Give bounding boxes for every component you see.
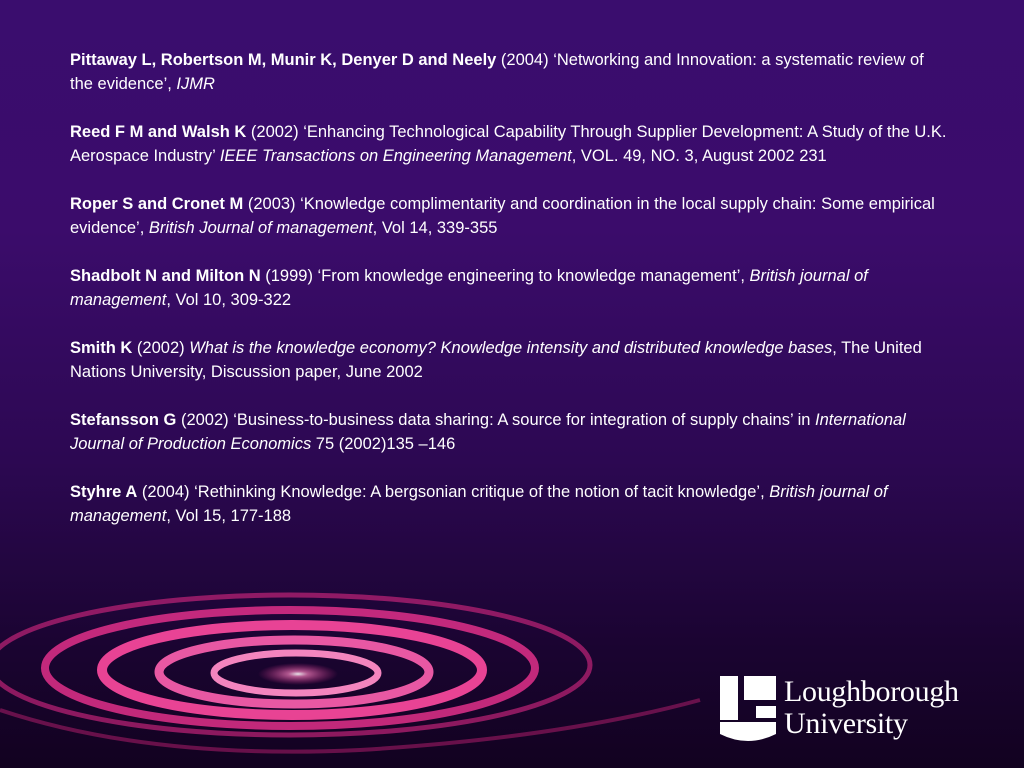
- reference-volume: , The United Nations University, Discussion paper, June 2002: [70, 339, 922, 381]
- reference-authors: Shadbolt N and Milton N: [70, 267, 261, 285]
- reference-item: [70, 192, 950, 240]
- reference-journal: IEEE Transactions on Engineering Management: [219, 147, 572, 165]
- reference-authors: Reed F M and Walsh K: [70, 123, 247, 141]
- reference-authors: Smith K: [70, 339, 133, 357]
- reference-volume: 75 (2002)135 –146: [311, 435, 456, 453]
- reference-volume: , Vol 10, 309-322: [166, 291, 292, 309]
- reference-volume: , VOL. 49, NO. 3, August 2002 231: [571, 147, 827, 165]
- reference-item: [70, 264, 950, 312]
- reference-details: (2002) ‘Enhancing Technological Capability Through Supplier Development: A Study of the U.K. Aerospace Industry’: [70, 123, 947, 165]
- reference-details: (2002) ‘Business-to-business data sharing: A source for integration of supply chains’ in: [176, 411, 816, 429]
- reference-authors: Pittaway L, Robertson M, Munir K, Denyer D and Neely: [70, 51, 497, 69]
- reference-journal: British Journal of management: [148, 219, 373, 237]
- reference-authors: Roper S and Cronet M: [70, 195, 244, 213]
- reference-details: (2004) ‘Rethinking Knowledge: A bergsonian critique of the notion of tacit knowledge’,: [137, 483, 770, 501]
- reference-list: [70, 48, 950, 552]
- reference-item: [70, 336, 950, 384]
- logo-line-1: Loughborough: [784, 675, 959, 708]
- reference-authors: Styhre A: [70, 483, 138, 501]
- reference-details: (2003) ‘Knowledge complimentarity and coordination in the local supply chain: Some empirical evidence’,: [70, 195, 935, 237]
- university-crest-icon: [720, 676, 776, 742]
- reference-item: [70, 480, 950, 528]
- logo-line-2: University: [784, 707, 908, 740]
- reference-item: [70, 120, 950, 168]
- reference-journal: International Journal of Production Economics: [70, 411, 906, 453]
- reference-details: (2004) ‘Networking and Innovation: a systematic review of the evidence’,: [70, 51, 924, 93]
- reference-authors: Stefansson G: [70, 411, 177, 429]
- reference-journal: IJMR: [176, 75, 215, 93]
- swirl-graphic: [0, 560, 720, 768]
- reference-item: [70, 408, 950, 456]
- reference-journal: British journal of management: [70, 267, 868, 309]
- reference-item: [70, 48, 950, 96]
- reference-journal: What is the knowledge economy? Knowledge intensity and distributed knowledge bases: [189, 339, 833, 357]
- university-logo: [720, 676, 1010, 746]
- reference-volume: , Vol 14, 339-355: [372, 219, 498, 237]
- logo-text: [784, 676, 959, 740]
- reference-journal: British journal of management: [70, 483, 888, 525]
- reference-volume: , Vol 15, 177-188: [166, 507, 292, 525]
- reference-details: (1999) ‘From knowledge engineering to knowledge management’,: [260, 267, 750, 285]
- reference-details: (2002): [132, 339, 190, 357]
